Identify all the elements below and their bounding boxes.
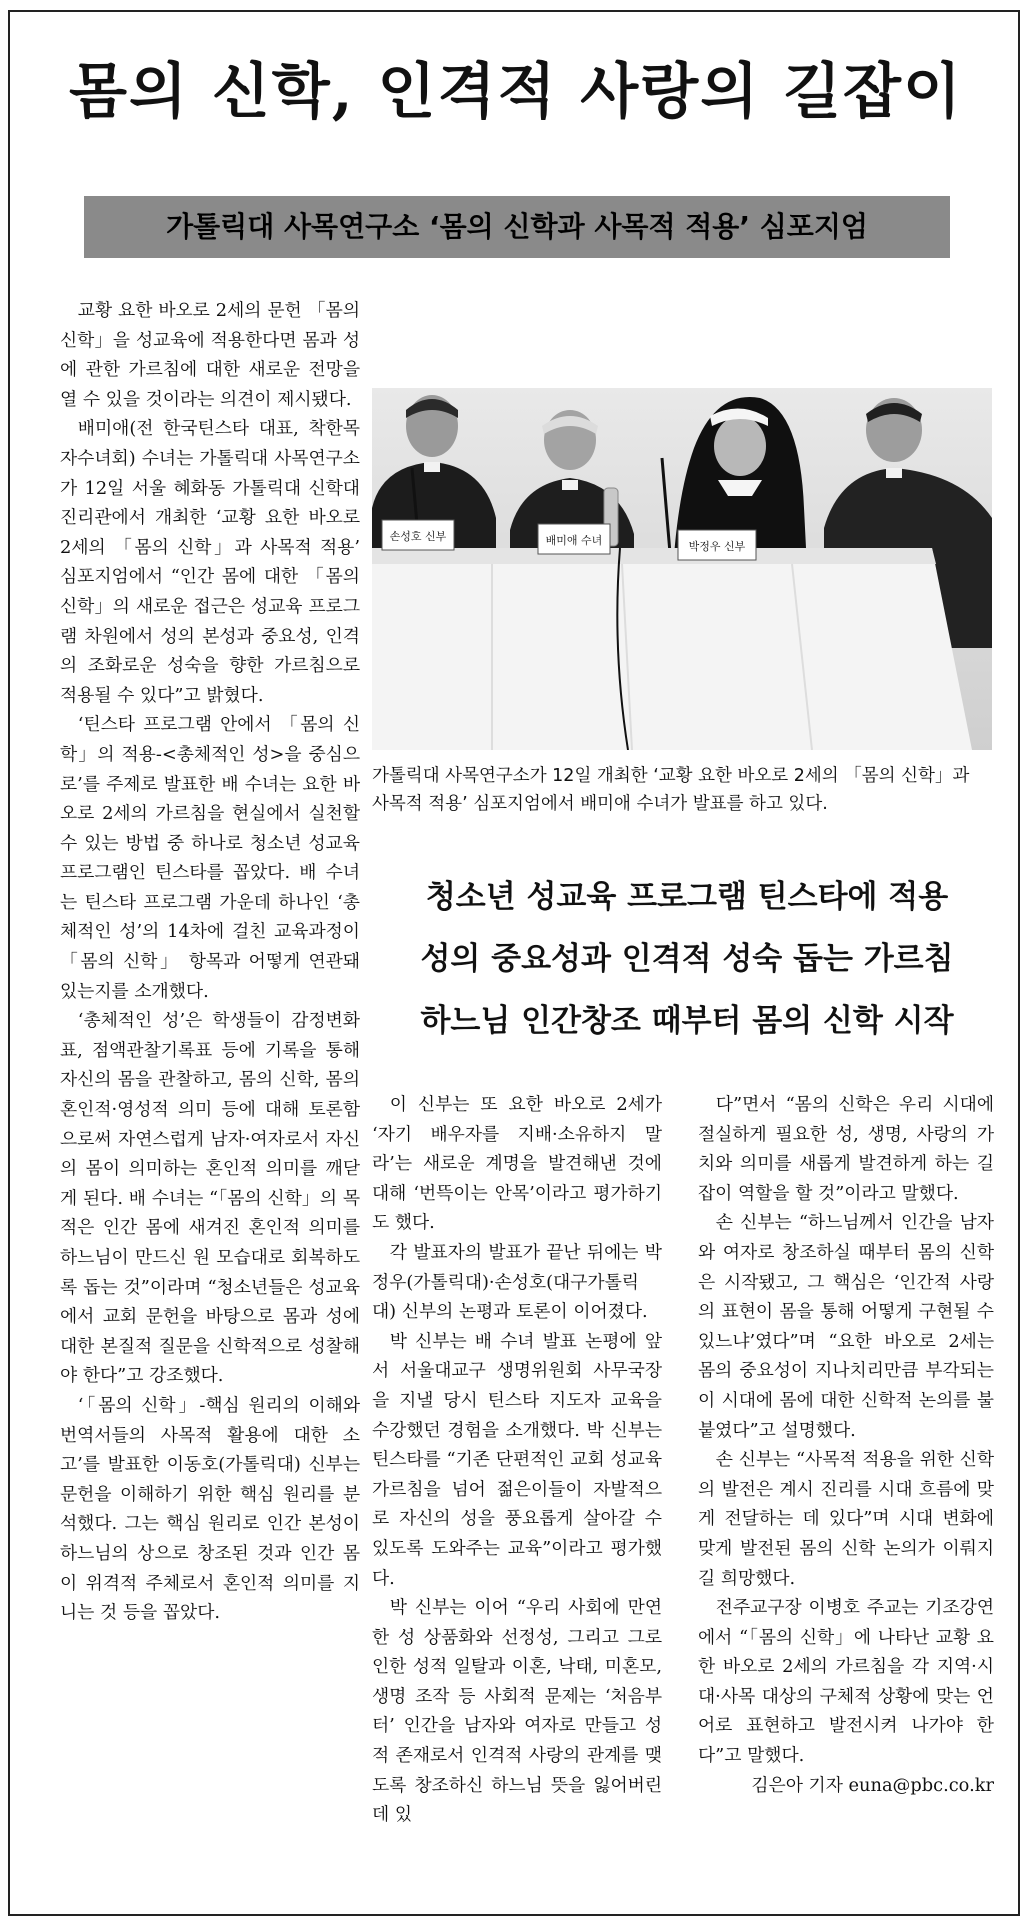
- pullquote: [372, 866, 1002, 1052]
- paragraph: 박 신부는 이어 “우리 사회에 만연한 성 상품화와 선정성, 그리고 그로 인한 성적 일탈과 이혼, 낙태, 미혼모, 생명 조작 등 사회적 문제는 ‘처음부터’ 인간을 남자와 여자로 만들고 성적 존재로서 인격적 사랑의 관계를 맺도록 창조하신 하느님 뜻을 잃어버린 데 있: [372, 1597, 662, 1826]
- caption-line: 사목적 적용’ 심포지엄에서 배미애 수녀가 발표를 하고 있다.: [372, 794, 828, 814]
- byline: 김은아 기자 euna@pbc.co.kr: [751, 1774, 994, 1796]
- paragraph: 이 신부는 또 요한 바오로 2세가 ‘자기 배우자를 지배·소유하지 말라’는 새로운 계명을 발견해낸 것에 대해 ‘번뜩이는 안목’이라고 평가하기도 했다.: [372, 1094, 662, 1234]
- photo-illustration: [372, 388, 992, 750]
- paragraph: ‘총체적인 성’은 학생들이 감정변화표, 점액관찰기록표 등에 기록을 통해 자신의 몸을 관찰하고, 몸의 신학, 몸의 혼인적·영성적 의미 등에 대해 토론함으로써 자연스럽게 남자·여자로서 자신의 몸이 의미하는 혼인적 의미를 깨닫게 된다. 배 수녀는 “「몸의 신학」의 목적은 인간 몸에 새겨진 혼인적 의미를 하느님이 만드신 원 모습대로 회복하도록 돕는 것”이라며 “청소년들은 성교육에서 교회 문헌을 바탕으로 몸과 성에 대한 본질적 질문을 신학적으로 성찰해야 한다”고 강조했다.: [60, 1010, 360, 1387]
- paragraph: ‘틴스타 프로그램 안에서 「몸의 신학」의 적용-<총체적인 성>을 중심으로’를 주제로 발표한 배 수녀는 요한 바오로 2세의 가르침을 현실에서 실천할 수 있는 방법 중 하나로 청소년 성교육 프로그램인 틴스타를 꼽았다. 배 수녀는 틴스타 프로그램 가운데 하나인 ‘총체적인 성’의 14차에 걸친 교육과정이 「몸의 신학」 항목과 어떻게 연관돼 있는지를 소개했다.: [60, 714, 360, 1002]
- nameplate-2-text: 배미애 수녀: [545, 534, 603, 547]
- article-column-2: [372, 1090, 662, 1830]
- paragraph: 교황 요한 바오로 2세의 문헌 「몸의 신학」을 성교육에 적용한다면 몸과 성에 관한 가르침에 대한 새로운 전망을 열 수 있을 것이라는 의견이 제시됐다.: [60, 300, 360, 410]
- paragraph: 다”면서 “몸의 신학은 우리 시대에 절실하게 필요한 성, 생명, 사랑의 가치와 의미를 새롭게 발견하게 하는 길잡이 역할을 할 것”이라고 말했다.: [698, 1094, 994, 1204]
- pullquote-line: 청소년 성교육 프로그램 틴스타에 적용: [425, 879, 949, 915]
- nameplate-3-text: 박정우 신부: [688, 540, 746, 553]
- nameplate-1: [382, 520, 454, 550]
- paragraph: 손 신부는 “사목적 적용을 위한 신학의 발전은 계시 진리를 시대 흐름에 맞게 전달하는 데 있다”며 시대 변화에 맞게 발전된 몸의 신학 논의가 이뤄지길 희망했다.: [698, 1449, 994, 1589]
- paragraph: 손 신부는 “하느님께서 인간을 남자와 여자로 창조하실 때부터 몸의 신학은 시작됐고, 그 핵심은 ‘인간적 사랑의 표현이 몸을 통해 어떻게 구현될 수 있느냐’였다”며 “요한 바오로 2세는 몸의 중요성이 지나치리만큼 부각되는 이 시대에 몸에 대한 신학적 논의를 불붙였다”고 설명했다.: [698, 1212, 994, 1441]
- paragraph: ‘「몸의 신학」-핵심 원리의 이해와 번역서들의 사목적 활용에 대한 소고’를 발표한 이동호(가톨릭대) 신부는 문헌을 이해하기 위한 핵심 원리를 분석했다. 그는 핵심 원리로 인간 본성이 하느님의 상으로 창조된 것과 인간 몸이 위격적 주체로서 혼인적 의미를 지니는 것 등을 꼽았다.: [60, 1394, 360, 1624]
- photo-caption: [372, 762, 1002, 818]
- article-column-1: [60, 296, 360, 1628]
- paragraph: 전주교구장 이병호 주교는 기조강연에서 “「몸의 신학」에 나타난 교황 요한 바오로 2세의 가르침을 각 지역·시대·사목 대상의 구체적 상황에 맞는 언어로 표현하고 발전시켜 나가야 한다”고 말했다.: [698, 1597, 994, 1767]
- nameplate-2: [538, 524, 610, 554]
- pullquote-line: 하느님 인간창조 때부터 몸의 신학 시작: [420, 1003, 954, 1039]
- caption-line: 가톨릭대 사목연구소가 12일 개최한 ‘교황 요한 바오로 2세의 「몸의 신학」과: [372, 766, 970, 786]
- article-column-3: [698, 1090, 994, 1800]
- symposium-photo: [372, 388, 992, 750]
- paragraph: 박 신부는 배 수녀 발표 논평에 앞서 서울대교구 생명위원회 사무국장을 지낼 당시 틴스타 지도자 교육을 수강했던 경험을 소개했다. 박 신부는 틴스타를 “기존 단편적인 교회 성교육 가르침을 넘어 젊은이들이 자발적으로 자신의 성을 풍요롭게 살아갈 수 있도록 도와주는 교육”이라고 평가했다.: [372, 1330, 662, 1589]
- subheadline-bar: [84, 196, 950, 258]
- paragraph: 각 발표자의 발표가 끝난 뒤에는 박정우(가톨릭대)·손성호(대구가톨릭대) 신부의 논평과 토론이 이어졌다.: [372, 1241, 662, 1323]
- headline: 몸의 신학, 인격적 사랑의 길잡이: [69, 57, 963, 127]
- pullquote-line: 성의 중요성과 인격적 성숙 돕는 가르침: [420, 941, 954, 977]
- nameplate-3: [678, 530, 756, 560]
- subheadline: 가톨릭대 사목연구소 ‘몸의 신학과 사목적 적용’ 심포지엄: [166, 210, 868, 243]
- nameplate-1-text: 손성호 신부: [389, 530, 447, 543]
- paragraph: 배미애(전 한국틴스타 대표, 착한목자수녀회) 수녀는 가톨릭대 사목연구소가 12일 서울 혜화동 가톨릭대 신학대 진리관에서 개최한 ‘교황 요한 바오로 2세의 「몸의 신학」과 사목적 적용’ 심포지엄에서 “인간 몸에 대한 「몸의 신학」의 새로운 접근은 성교육 프로그램 차원에서 성의 본성과 중요성, 인격의 조화로운 성숙을 향한 가르침으로 적용될 수 있다”고 밝혔다.: [60, 418, 360, 706]
